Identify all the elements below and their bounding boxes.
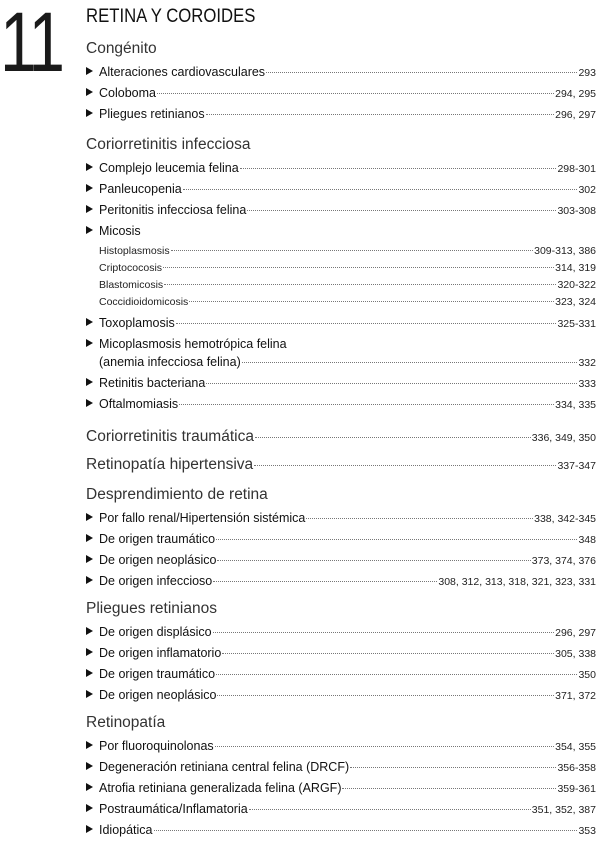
triangle-bullet-icon — [86, 741, 93, 749]
entry-label: De origen traumático — [99, 532, 216, 546]
triangle-bullet-icon — [86, 762, 93, 770]
toc-entry[interactable] — [86, 180, 596, 198]
triangle-bullet-icon — [86, 339, 93, 347]
entry-label: De origen displásico — [99, 625, 212, 639]
leader-dots — [254, 465, 556, 466]
entry-label: Idiopática — [99, 823, 153, 837]
entry-label: De origen neoplásico — [99, 553, 217, 567]
page-numbers: 305, 338 — [555, 648, 596, 660]
leader-dots — [176, 323, 557, 324]
triangle-bullet-icon — [86, 318, 93, 326]
section-title: Retinopatía — [86, 714, 166, 731]
toc-entry[interactable] — [86, 800, 596, 818]
triangle-bullet-icon — [86, 205, 93, 213]
page-numbers: 354, 355 — [555, 741, 596, 753]
page-numbers: 334, 335 — [555, 399, 596, 411]
page-numbers: 296, 297 — [555, 627, 596, 639]
triangle-bullet-icon — [86, 109, 93, 117]
page-numbers: 314, 319 — [555, 262, 596, 274]
entry-label: Toxoplamosis — [99, 316, 175, 330]
leader-dots — [171, 250, 534, 251]
leader-dots — [249, 809, 531, 810]
triangle-bullet-icon — [86, 804, 93, 812]
toc-entry[interactable] — [86, 644, 596, 662]
leader-dots — [222, 653, 554, 654]
subentry-label: Criptococosis — [99, 262, 163, 274]
page-numbers: 294, 295 — [555, 88, 596, 100]
leader-dots — [206, 114, 555, 115]
page-numbers: 325-331 — [557, 318, 596, 330]
triangle-bullet-icon — [86, 669, 93, 677]
toc-entry[interactable] — [86, 201, 596, 219]
page-numbers: 309-313, 386 — [534, 245, 596, 257]
toc-entry[interactable] — [86, 779, 596, 797]
section-title: Desprendimiento de retina — [86, 486, 268, 503]
page-numbers: 337-347 — [557, 460, 596, 472]
toc-section — [86, 598, 596, 707]
leader-dots — [206, 383, 577, 384]
toc-subentry[interactable] — [86, 260, 596, 277]
toc-entry[interactable] — [86, 335, 596, 371]
page-numbers: 333 — [578, 378, 596, 390]
triangle-bullet-icon — [86, 67, 93, 75]
entry-label: De origen neoplásico — [99, 688, 217, 702]
triangle-bullet-icon — [86, 534, 93, 542]
page-numbers: 371, 372 — [555, 690, 596, 702]
triangle-bullet-icon — [86, 690, 93, 698]
page-numbers: 308, 312, 313, 318, 321, 323, 331 — [438, 576, 596, 588]
entry-label: Micoplasmosis hemotrópica felina — [99, 337, 287, 351]
entry-label: Oftalmomiasis — [99, 397, 179, 411]
toc-entry[interactable] — [86, 509, 596, 527]
page-numbers: 351, 352, 387 — [531, 804, 596, 816]
entry-label: Degeneración retiniana central felina (DRCF) — [99, 760, 350, 774]
page-title: RETINA Y COROIDES — [86, 6, 256, 27]
toc-section — [86, 426, 596, 448]
leader-dots — [189, 301, 554, 302]
toc-subentry[interactable] — [86, 277, 596, 294]
leader-dots — [217, 560, 530, 561]
section-title-line[interactable] — [86, 426, 596, 448]
leader-dots — [154, 830, 578, 831]
toc-entry[interactable] — [86, 222, 596, 240]
leader-dots — [350, 767, 556, 768]
entry-label: Panleucopenia — [99, 182, 182, 196]
leader-dots — [247, 210, 556, 211]
triangle-bullet-icon — [86, 184, 93, 192]
page-numbers: 303-308 — [557, 205, 596, 217]
leader-dots — [216, 674, 577, 675]
section-title: Coriorretinitis infecciosa — [86, 136, 251, 153]
toc-subentry[interactable] — [86, 243, 596, 260]
toc-entry[interactable] — [86, 821, 596, 839]
triangle-bullet-icon — [86, 226, 93, 234]
leader-dots — [215, 746, 554, 747]
toc-entry[interactable] — [86, 758, 596, 776]
leader-dots — [216, 539, 577, 540]
page-numbers: 353 — [578, 825, 596, 837]
toc-entry[interactable] — [86, 623, 596, 641]
leader-dots — [217, 695, 554, 696]
leader-dots — [306, 518, 533, 519]
entry-label: De origen infeccioso — [99, 574, 213, 588]
page-numbers: 356-358 — [557, 762, 596, 774]
entry-line — [86, 335, 596, 353]
entry-label: Alteraciones cardiovasculares — [99, 65, 266, 79]
toc-entry[interactable] — [86, 314, 596, 332]
toc-entry[interactable] — [86, 374, 596, 392]
triangle-bullet-icon — [86, 576, 93, 584]
entry-label: De origen traumático — [99, 667, 216, 681]
leader-dots — [183, 189, 578, 190]
subentry-label: Coccidioidomicosis — [99, 296, 189, 308]
page-numbers: 320-322 — [557, 279, 596, 291]
triangle-bullet-icon — [86, 825, 93, 833]
page-numbers: 296, 297 — [555, 109, 596, 121]
triangle-bullet-icon — [86, 627, 93, 635]
toc-entry[interactable] — [86, 395, 596, 413]
triangle-bullet-icon — [86, 378, 93, 386]
subentry-label: Blastomicosis — [99, 279, 164, 291]
entry-label: Micosis — [99, 224, 141, 238]
page-numbers: 293 — [578, 67, 596, 79]
toc-section — [86, 38, 596, 126]
triangle-bullet-icon — [86, 648, 93, 656]
toc-section — [86, 712, 596, 842]
toc-entry[interactable] — [86, 551, 596, 569]
toc-entry[interactable] — [86, 665, 596, 683]
toc-section — [86, 454, 596, 476]
page-numbers: 298-301 — [557, 163, 596, 175]
toc-entry[interactable] — [86, 686, 596, 704]
section-title: Congénito — [86, 40, 157, 57]
toc-subentry[interactable] — [86, 294, 596, 311]
section-title: Coriorretinitis traumática — [86, 428, 254, 445]
page-numbers: 373, 374, 376 — [531, 555, 596, 567]
toc-section — [86, 134, 596, 416]
subentry-label: Histoplasmosis — [99, 245, 170, 257]
page-numbers: 359-361 — [557, 783, 596, 795]
page-numbers: 323, 324 — [555, 296, 596, 308]
entry-label: Peritonitis infecciosa felina — [99, 203, 247, 217]
page-numbers: 338, 342-345 — [534, 513, 596, 525]
entry-label: Coloboma — [99, 86, 156, 100]
triangle-bullet-icon — [86, 88, 93, 96]
leader-dots — [164, 284, 556, 285]
toc-entry[interactable] — [86, 572, 596, 590]
entry-label: Postraumática/Inflamatoria — [99, 802, 248, 816]
leader-dots — [240, 168, 557, 169]
toc-entry[interactable] — [86, 84, 596, 102]
page-numbers: 350 — [578, 669, 596, 681]
leader-dots — [163, 267, 554, 268]
triangle-bullet-icon — [86, 555, 93, 563]
entry-label: De origen inflamatorio — [99, 646, 222, 660]
page-numbers: 332 — [578, 357, 596, 369]
leader-dots — [157, 93, 554, 94]
page-numbers: 348 — [578, 534, 596, 546]
entry-label: Pliegues retinianos — [99, 107, 205, 121]
leader-dots — [213, 581, 437, 582]
section-title: Retinopatía hipertensiva — [86, 456, 254, 473]
toc-entry[interactable] — [86, 737, 596, 755]
entry-line — [86, 353, 596, 371]
leader-dots — [342, 788, 556, 789]
toc-entry[interactable] — [86, 159, 596, 177]
entry-label: Por fallo renal/Hipertensión sistémica — [99, 511, 306, 525]
toc-entry[interactable] — [86, 530, 596, 548]
toc-entry[interactable] — [86, 63, 596, 81]
toc-entry[interactable] — [86, 105, 596, 123]
page-numbers: 336, 349, 350 — [531, 432, 596, 444]
toc-section — [86, 484, 596, 593]
leader-dots — [179, 404, 554, 405]
triangle-bullet-icon — [86, 163, 93, 171]
section-title: Pliegues retinianos — [86, 600, 217, 617]
leader-dots — [255, 437, 531, 438]
leader-dots — [213, 632, 555, 633]
triangle-bullet-icon — [86, 783, 93, 791]
triangle-bullet-icon — [86, 399, 93, 407]
leader-dots — [242, 362, 578, 363]
section-title-line[interactable] — [86, 454, 596, 476]
page-numbers: 302 — [578, 184, 596, 196]
entry-label: Complejo leucemia felina — [99, 161, 239, 175]
triangle-bullet-icon — [86, 513, 93, 521]
entry-label: Por fluoroquinolonas — [99, 739, 214, 753]
entry-label: Retinitis bacteriana — [99, 376, 206, 390]
chapter-number: 11 — [0, 0, 62, 89]
leader-dots — [266, 72, 577, 73]
entry-label-continued: (anemia infecciosa felina) — [99, 355, 241, 369]
entry-label: Atrofia retiniana generalizada felina (ARGF) — [99, 781, 342, 795]
